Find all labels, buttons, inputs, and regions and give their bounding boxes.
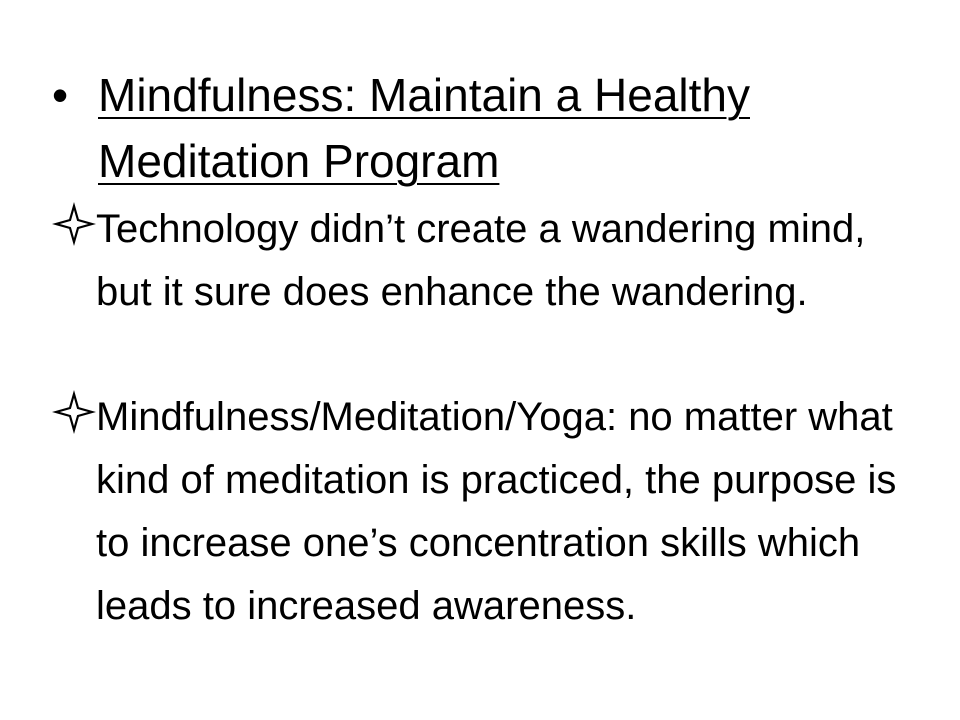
- list-item-text: Technology didn’t create a wandering mind, but it sure does enhance the wandering.: [96, 207, 866, 314]
- slide-heading: Mindfulness: Maintain a Healthy Meditation Program: [98, 69, 750, 187]
- four-point-star-outline-icon: [52, 202, 96, 246]
- four-point-star-outline-icon: [52, 390, 96, 434]
- bullet-dot: •: [52, 69, 69, 121]
- list-item-text: Mindfulness/Meditation/Yoga: no matter what kind of meditation is practiced, the purpose is to increase one’s concentration skills which leads to increased awareness.: [96, 395, 897, 628]
